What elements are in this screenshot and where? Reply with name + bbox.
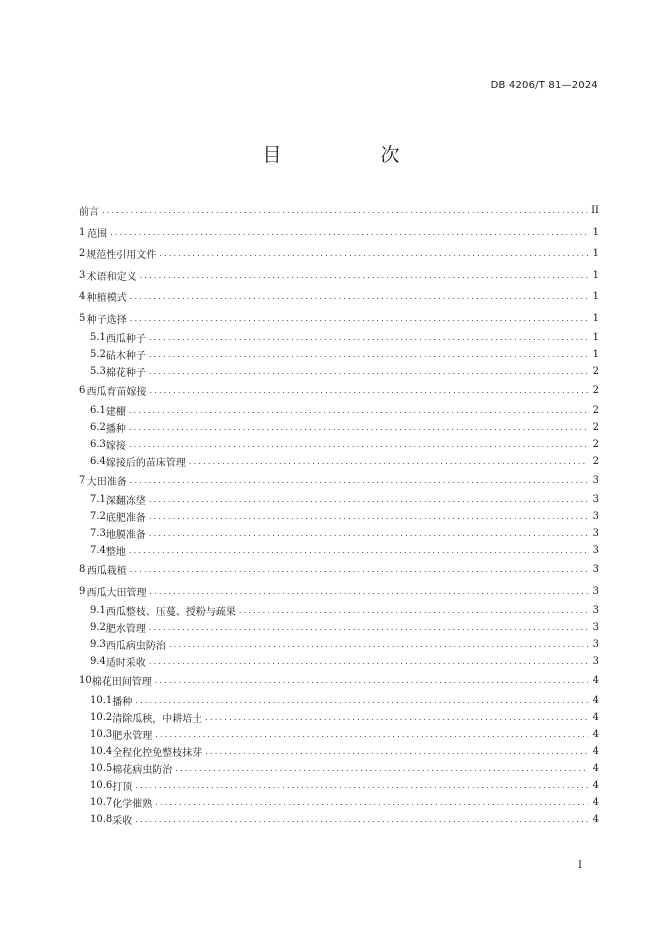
toc-entry[interactable] (79, 453, 599, 470)
toc-entry-label: 西瓜种子 (105, 334, 146, 345)
toc-entry-page: 1 (592, 312, 599, 324)
toc-entry-label: 西瓜育苗嫁接 (86, 387, 147, 399)
toc-entry-number: 10.3 (90, 728, 113, 740)
toc-entry-number: 6 (79, 385, 86, 397)
toc-entry-label: 西瓜大田管理 (86, 587, 147, 599)
toc-entry-number: 5.3 (90, 366, 106, 377)
toc-entry-page: 4 (592, 728, 599, 740)
toc-entry-page: 3 (592, 494, 599, 505)
toc-dot-leader (149, 350, 588, 359)
toc-dot-leader (149, 657, 588, 666)
toc-dot-leader (149, 587, 588, 596)
toc-dot-leader (140, 271, 588, 280)
toc-dot-leader (239, 606, 588, 615)
toc-entry-label: 范围 (87, 228, 108, 240)
toc-dot-leader (129, 406, 588, 415)
toc-entry-page: II (591, 205, 599, 217)
toc-entry-page: 2 (592, 421, 599, 433)
toc-entry-label: 播种 (105, 423, 126, 435)
toc-entry-number: 10.5 (90, 762, 113, 774)
toc-entry[interactable] (79, 265, 599, 287)
toc-entry-page: 1 (592, 269, 599, 281)
toc-entry[interactable] (79, 760, 599, 777)
toc-entry-label: 种子选择 (86, 314, 127, 326)
toc-entry-label: 化学催熟 (112, 798, 153, 810)
toc-dot-leader (130, 314, 588, 323)
toc-entry[interactable] (79, 346, 599, 363)
toc-dot-leader (205, 713, 588, 722)
toc-entry-page: 4 (592, 745, 599, 757)
toc-entry-label: 西瓜病虫防治 (105, 641, 166, 652)
toc-entry-page: 3 (592, 564, 599, 576)
toc-entry-label: 播种 (112, 696, 133, 708)
document-id: DB 4206/T 81—2024 (490, 80, 598, 91)
toc-entry-number: 9 (79, 585, 86, 597)
toc-entry-number: 5.2 (90, 349, 106, 360)
toc-entry-label: 棉花田间管理 (91, 677, 152, 689)
toc-entry-label: 西瓜整枝、压蔓、授粉与疏果 (105, 607, 236, 618)
toc-entry-number: 9.4 (90, 656, 106, 667)
toc-entry[interactable] (79, 692, 599, 709)
toc-entry-page: 3 (592, 639, 599, 650)
toc-entry[interactable] (79, 286, 599, 308)
toc-entry-label: 嫁接后的苗床管理 (105, 457, 186, 469)
toc-entry-number: 10.8 (90, 813, 113, 825)
toc-entry-number: 7.2 (90, 511, 106, 522)
toc-entry[interactable] (79, 602, 599, 619)
toc-entry[interactable] (79, 243, 599, 265)
toc-entry-page: 3 (592, 622, 599, 633)
toc-dot-leader (175, 764, 588, 773)
toc-entry[interactable] (79, 653, 599, 670)
toc-entry-label: 肥水管理 (112, 730, 153, 742)
toc-entry-label: 前言 (79, 207, 99, 219)
toc-entry-page: 3 (592, 656, 599, 667)
toc-entry-label: 西瓜栽植 (86, 566, 127, 578)
toc-dot-leader (129, 423, 588, 432)
toc-entry[interactable] (79, 743, 599, 760)
toc-dot-leader (149, 333, 588, 342)
toc-entry[interactable] (79, 508, 599, 525)
toc-dot-leader (135, 781, 588, 790)
toc-entry-page: 2 (592, 366, 599, 377)
toc-entry-label: 嫁接 (105, 440, 126, 452)
toc-entry-number: 10.6 (90, 779, 113, 791)
toc-entry-number: 9.1 (90, 605, 106, 616)
toc-entry[interactable] (79, 491, 599, 508)
toc-entry[interactable] (79, 308, 599, 330)
table-of-contents (79, 200, 599, 828)
toc-dot-leader (159, 249, 588, 258)
toc-entry-number: 6.2 (90, 421, 106, 433)
toc-entry-label: 深翻冻垡 (105, 496, 146, 507)
toc-dot-leader (155, 730, 588, 739)
toc-entry[interactable] (79, 709, 599, 726)
toc-dot-leader (149, 495, 588, 504)
toc-entry-number: 9.3 (90, 639, 106, 650)
toc-entry-label: 适时采收 (105, 658, 146, 669)
toc-dot-leader (149, 529, 588, 538)
toc-entry[interactable] (79, 777, 599, 794)
toc-entry-page: 2 (592, 404, 599, 416)
page-title: 目 次 (262, 144, 440, 166)
toc-entry[interactable] (79, 200, 599, 222)
toc-dot-leader (189, 457, 588, 466)
toc-entry-page: 4 (592, 762, 599, 774)
toc-entry[interactable] (79, 670, 599, 692)
toc-entry-page: 1 (592, 291, 599, 303)
toc-entry-label: 棉花种子 (105, 368, 146, 379)
toc-entry[interactable] (79, 329, 599, 346)
toc-entry-page: 3 (592, 545, 599, 556)
toc-dot-leader (102, 206, 588, 215)
toc-entry-label: 整地 (105, 547, 126, 558)
toc-entry-number: 7.3 (90, 528, 106, 539)
toc-entry-label: 大田准备 (86, 476, 127, 488)
toc-entry-page: 3 (592, 528, 599, 539)
toc-entry-page: 4 (592, 796, 599, 808)
toc-entry-number: 6.4 (90, 455, 106, 467)
toc-entry-label: 术语和定义 (86, 271, 137, 283)
toc-entry[interactable] (79, 811, 599, 828)
toc-entry-number: 1 (79, 226, 86, 238)
toc-entry-page: 4 (592, 813, 599, 825)
toc-dot-leader (205, 747, 588, 756)
toc-entry-page: 1 (592, 332, 599, 343)
toc-entry-label: 种植模式 (86, 293, 127, 305)
toc-entry[interactable] (79, 794, 599, 811)
toc-dot-leader (129, 546, 588, 555)
toc-dot-leader (149, 623, 588, 632)
toc-entry-page: 4 (592, 694, 599, 706)
toc-entry-number: 7.1 (90, 494, 106, 505)
toc-entry-number: 5 (79, 312, 86, 324)
toc-entry-label: 建棚 (105, 406, 126, 418)
toc-entry[interactable] (79, 380, 599, 402)
toc-entry-page: 3 (592, 474, 599, 486)
toc-entry-page: 2 (592, 455, 599, 467)
toc-dot-leader (130, 476, 588, 485)
toc-entry-number: 3 (79, 269, 86, 281)
toc-entry[interactable] (79, 222, 599, 244)
toc-entry-number: 6.3 (90, 438, 106, 450)
toc-dot-leader (155, 798, 588, 807)
toc-entry[interactable] (79, 542, 599, 559)
toc-entry[interactable] (79, 636, 599, 653)
toc-dot-leader (110, 228, 588, 237)
toc-entry-number: 10.2 (90, 711, 113, 723)
toc-dot-leader (130, 292, 588, 301)
toc-entry[interactable] (79, 726, 599, 743)
toc-dot-leader (169, 640, 588, 649)
toc-entry[interactable] (79, 619, 599, 636)
toc-entry-number: 10.7 (90, 796, 113, 808)
toc-entry-number: 7.4 (90, 545, 106, 556)
toc-entry-label: 清除瓜秧，中耕培土 (112, 713, 203, 725)
page-number: I (578, 860, 582, 871)
toc-entry-label: 采收 (112, 815, 133, 827)
toc-entry[interactable] (79, 419, 599, 436)
toc-entry[interactable] (79, 436, 599, 453)
toc-entry[interactable] (79, 470, 599, 492)
toc-dot-leader (129, 440, 588, 449)
toc-entry-label: 棉花病虫防治 (112, 764, 173, 776)
toc-entry-number: 2 (79, 248, 86, 260)
toc-entry-number: 10 (79, 675, 92, 687)
toc-entry-page: 1 (592, 349, 599, 360)
toc-dot-leader (130, 565, 588, 574)
toc-entry-label: 规范性引用文件 (86, 250, 157, 262)
toc-entry[interactable] (79, 559, 599, 581)
toc-entry-number: 10.1 (90, 694, 113, 706)
toc-entry-page: 3 (592, 585, 599, 597)
toc-entry-page: 4 (592, 675, 599, 687)
toc-entry-page: 4 (592, 711, 599, 723)
toc-entry-number: 8 (79, 564, 86, 576)
toc-entry-number: 6.1 (90, 404, 106, 416)
toc-dot-leader (155, 676, 588, 685)
toc-entry-number: 5.1 (90, 332, 106, 343)
toc-dot-leader (135, 696, 588, 705)
toc-entry[interactable] (79, 525, 599, 542)
toc-entry-number: 10.4 (90, 745, 113, 757)
toc-entry[interactable] (79, 363, 599, 380)
toc-entry-page: 1 (592, 226, 599, 238)
toc-entry-page: 2 (592, 385, 599, 397)
toc-entry-label: 全程化控免整枝抹芽 (112, 747, 203, 759)
toc-entry-number: 4 (79, 291, 86, 303)
toc-entry-number: 9.2 (90, 622, 106, 633)
toc-entry-label: 底肥准备 (105, 513, 146, 524)
toc-entry-page: 3 (592, 605, 599, 616)
toc-entry[interactable] (79, 581, 599, 603)
toc-dot-leader (149, 386, 588, 395)
toc-dot-leader (149, 367, 588, 376)
toc-entry-label: 打顶 (112, 781, 133, 793)
toc-entry-page: 3 (592, 511, 599, 522)
toc-dot-leader (149, 512, 588, 521)
toc-entry-label: 地膜准备 (105, 530, 146, 541)
toc-entry-number: 7 (79, 474, 86, 486)
toc-entry-page: 2 (592, 438, 599, 450)
toc-dot-leader (135, 815, 588, 824)
toc-entry-label: 砧木种子 (105, 351, 146, 362)
toc-entry-label: 肥水管理 (105, 624, 146, 635)
toc-entry-page: 1 (592, 248, 599, 260)
toc-entry-page: 4 (592, 779, 599, 791)
toc-entry[interactable] (79, 402, 599, 419)
